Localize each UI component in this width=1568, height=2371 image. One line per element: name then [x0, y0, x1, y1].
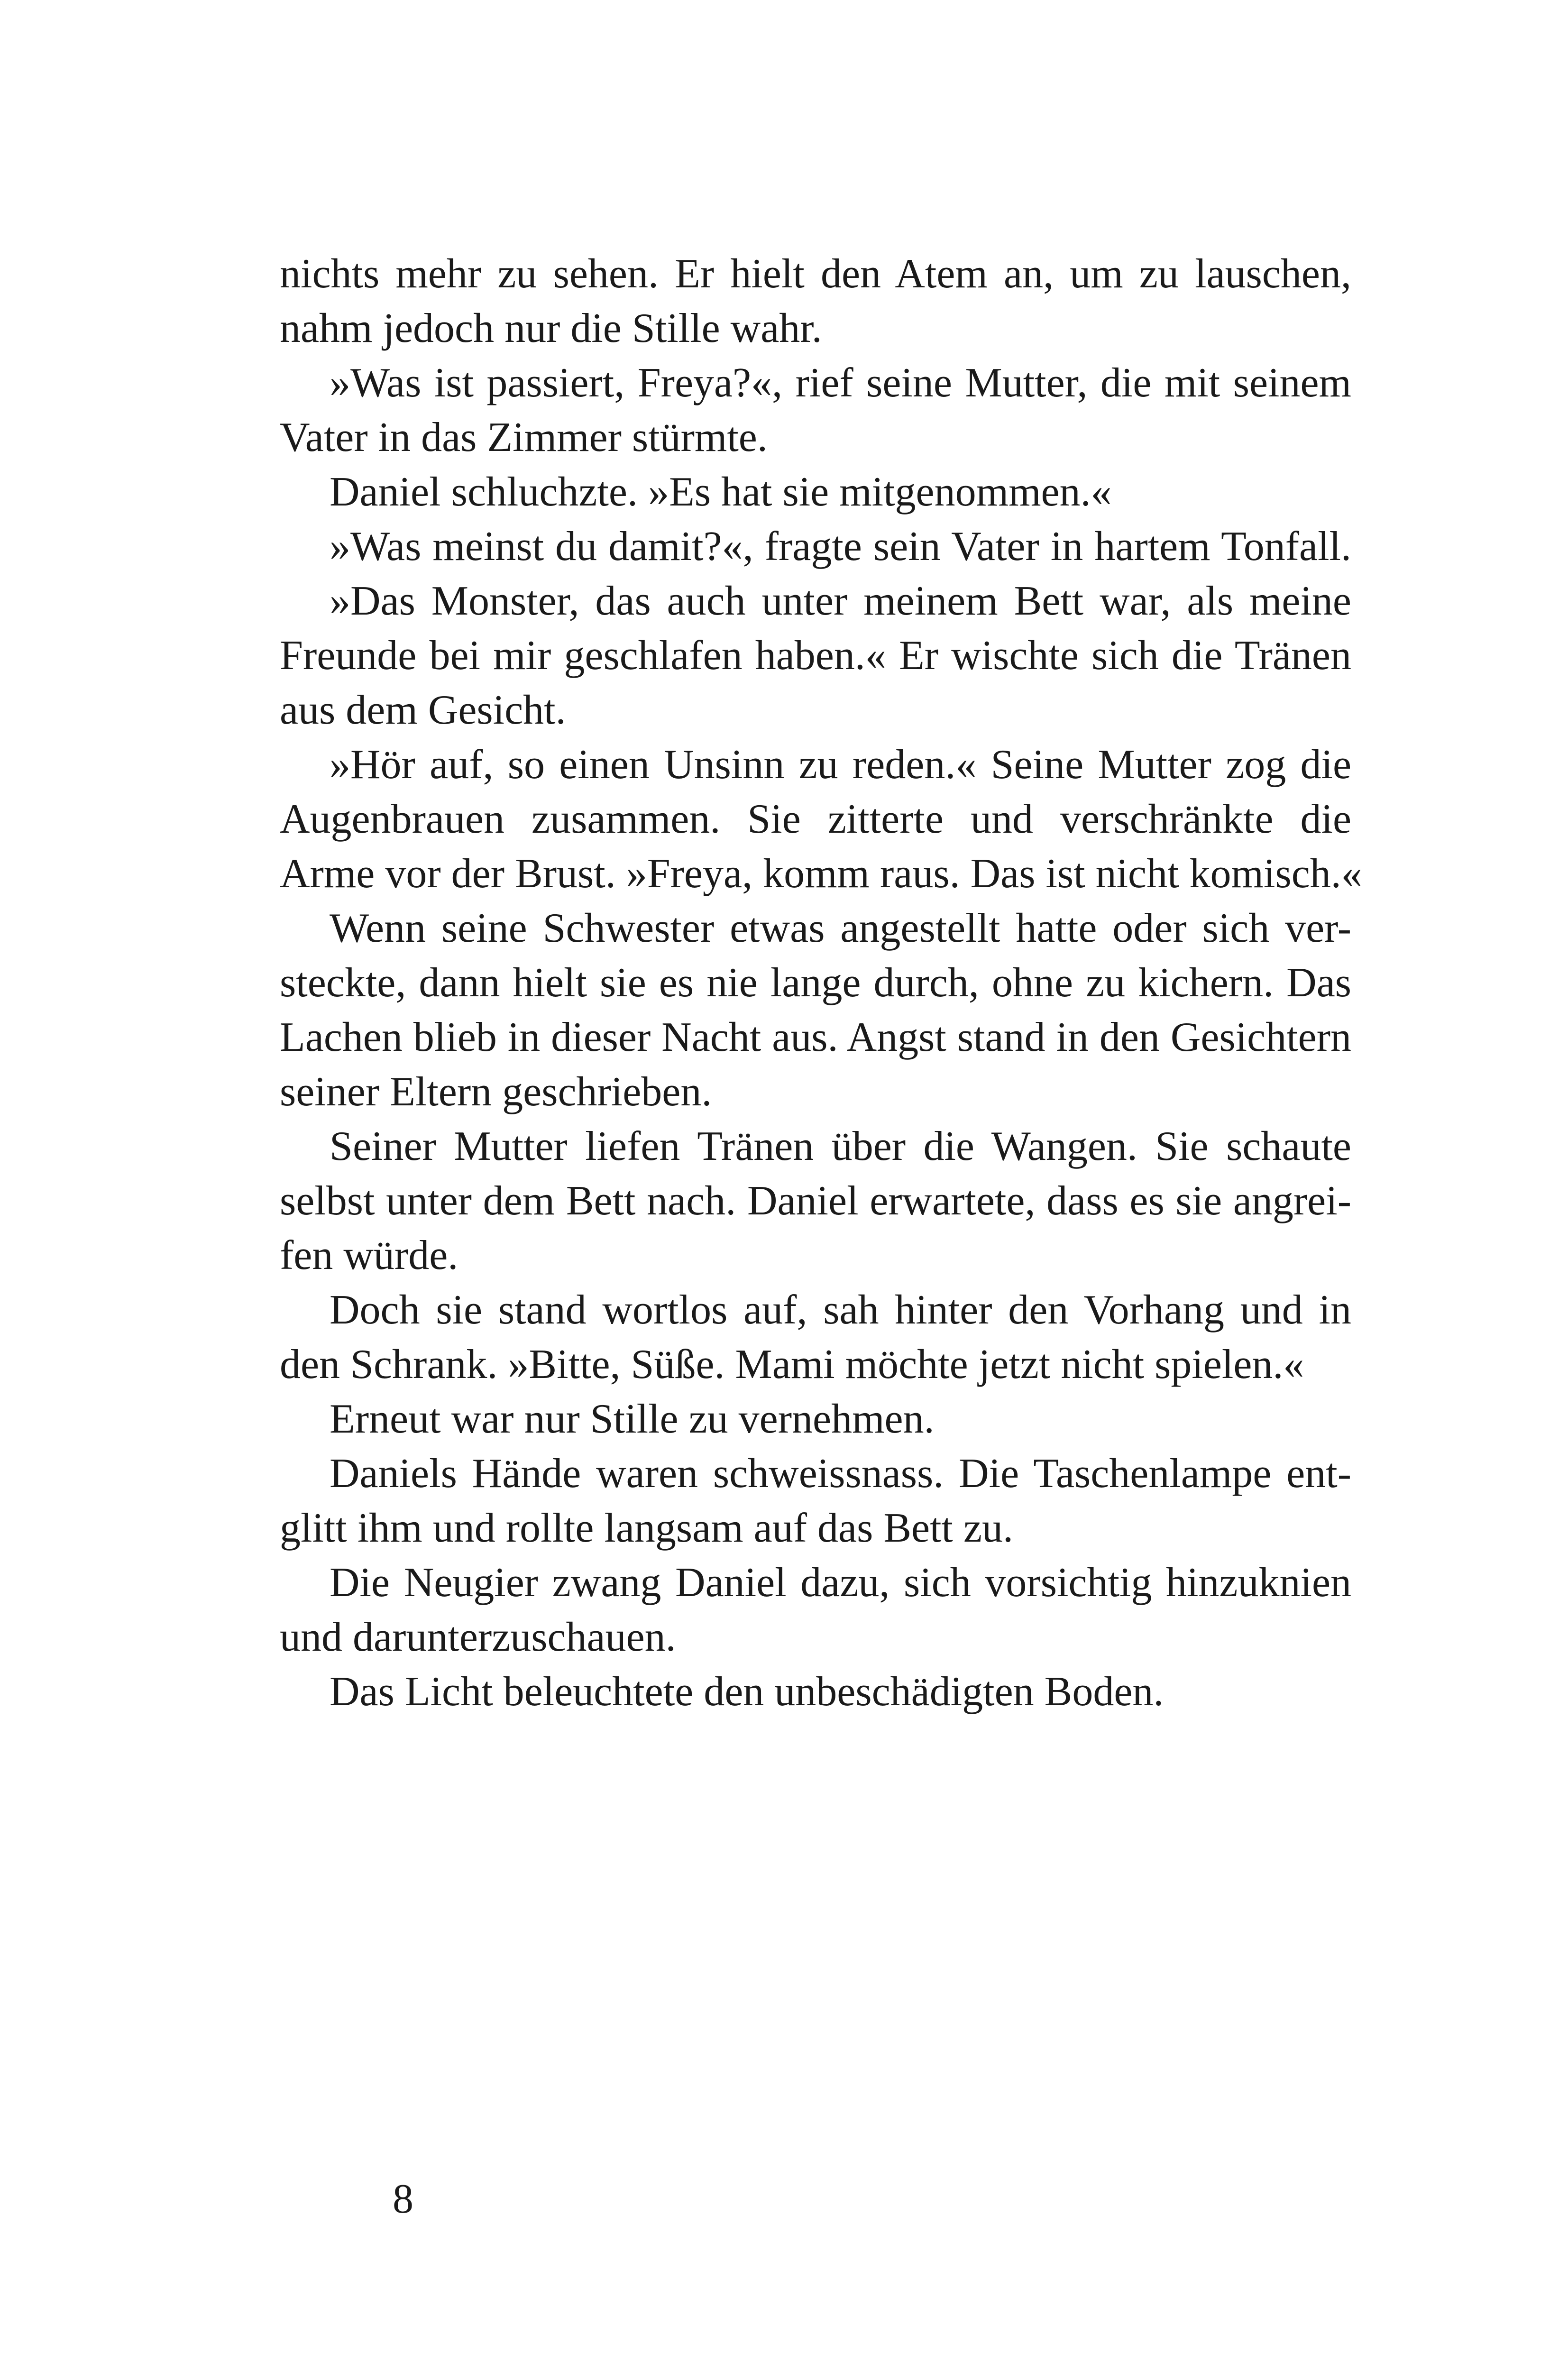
text-line: aus dem Gesicht.: [280, 687, 566, 733]
text-line: Die Neugier zwang Daniel dazu, sich vorsichtig hinzuknien: [330, 1560, 1351, 1606]
text-line: nahm jedoch nur die Stille wahr.: [280, 305, 822, 351]
text-line: Vater in das Zimmer stürmte.: [280, 414, 768, 460]
text-line: Seiner Mutter liefen Tränen über die Wangen. Sie schaute: [330, 1123, 1351, 1169]
text-line: Doch sie stand wortlos auf, sah hinter den Vorhang und in: [330, 1287, 1351, 1333]
text-line: und darunterzuschauen.: [280, 1614, 676, 1660]
text-line: »Was ist passiert, Freya?«, rief seine Mutter, die mit seinem: [330, 360, 1351, 406]
body-text: [280, 247, 1362, 1719]
text-line: Erneut war nur Stille zu vernehmen.: [330, 1396, 935, 1442]
text-line: Augenbrauen zusammen. Sie zitterte und verschränkte die: [280, 796, 1351, 842]
text-line: Wenn seine Schwester etwas angestellt hatte oder sich ver-: [330, 905, 1351, 951]
text-line: »Was meinst du damit?«, fragte sein Vater in hartem Tonfall.: [330, 524, 1351, 570]
text-line: nichts mehr zu sehen. Er hielt den Atem an, um zu lauschen,: [280, 251, 1351, 297]
page-number: 8: [393, 2176, 413, 2222]
text-line: Lachen blieb in dieser Nacht aus. Angst stand in den Gesichtern: [280, 1014, 1351, 1060]
text-line: Daniel schluchzte. »Es hat sie mitgenommen.«: [330, 469, 1112, 515]
text-line: »Hör auf, so einen Unsinn zu reden.« Seine Mutter zog die: [330, 742, 1351, 788]
text-line: fen würde.: [280, 1232, 458, 1278]
text-line: Arme vor der Brust. »Freya, komm raus. Das ist nicht komisch.«: [280, 851, 1362, 897]
text-line: steckte, dann hielt sie es nie lange durch, ohne zu kichern. Das: [280, 960, 1351, 1006]
text-line: Freunde bei mir geschlafen haben.« Er wischte sich die Tränen: [280, 633, 1351, 679]
text-line: Daniels Hände waren schweissnass. Die Taschenlampe ent-: [330, 1451, 1351, 1497]
text-line: seiner Eltern geschrieben.: [280, 1069, 712, 1115]
text-line: Das Licht beleuchtete den unbeschädigten Boden.: [330, 1669, 1164, 1715]
text-line: den Schrank. »Bitte, Süße. Mami möchte jetzt nicht spielen.«: [280, 1342, 1304, 1388]
text-line: selbst unter dem Bett nach. Daniel erwartete, dass es sie angrei-: [280, 1178, 1351, 1224]
text-line: glitt ihm und rollte langsam auf das Bett zu.: [280, 1505, 1014, 1551]
text-line: »Das Monster, das auch unter meinem Bett war, als meine: [330, 578, 1351, 624]
